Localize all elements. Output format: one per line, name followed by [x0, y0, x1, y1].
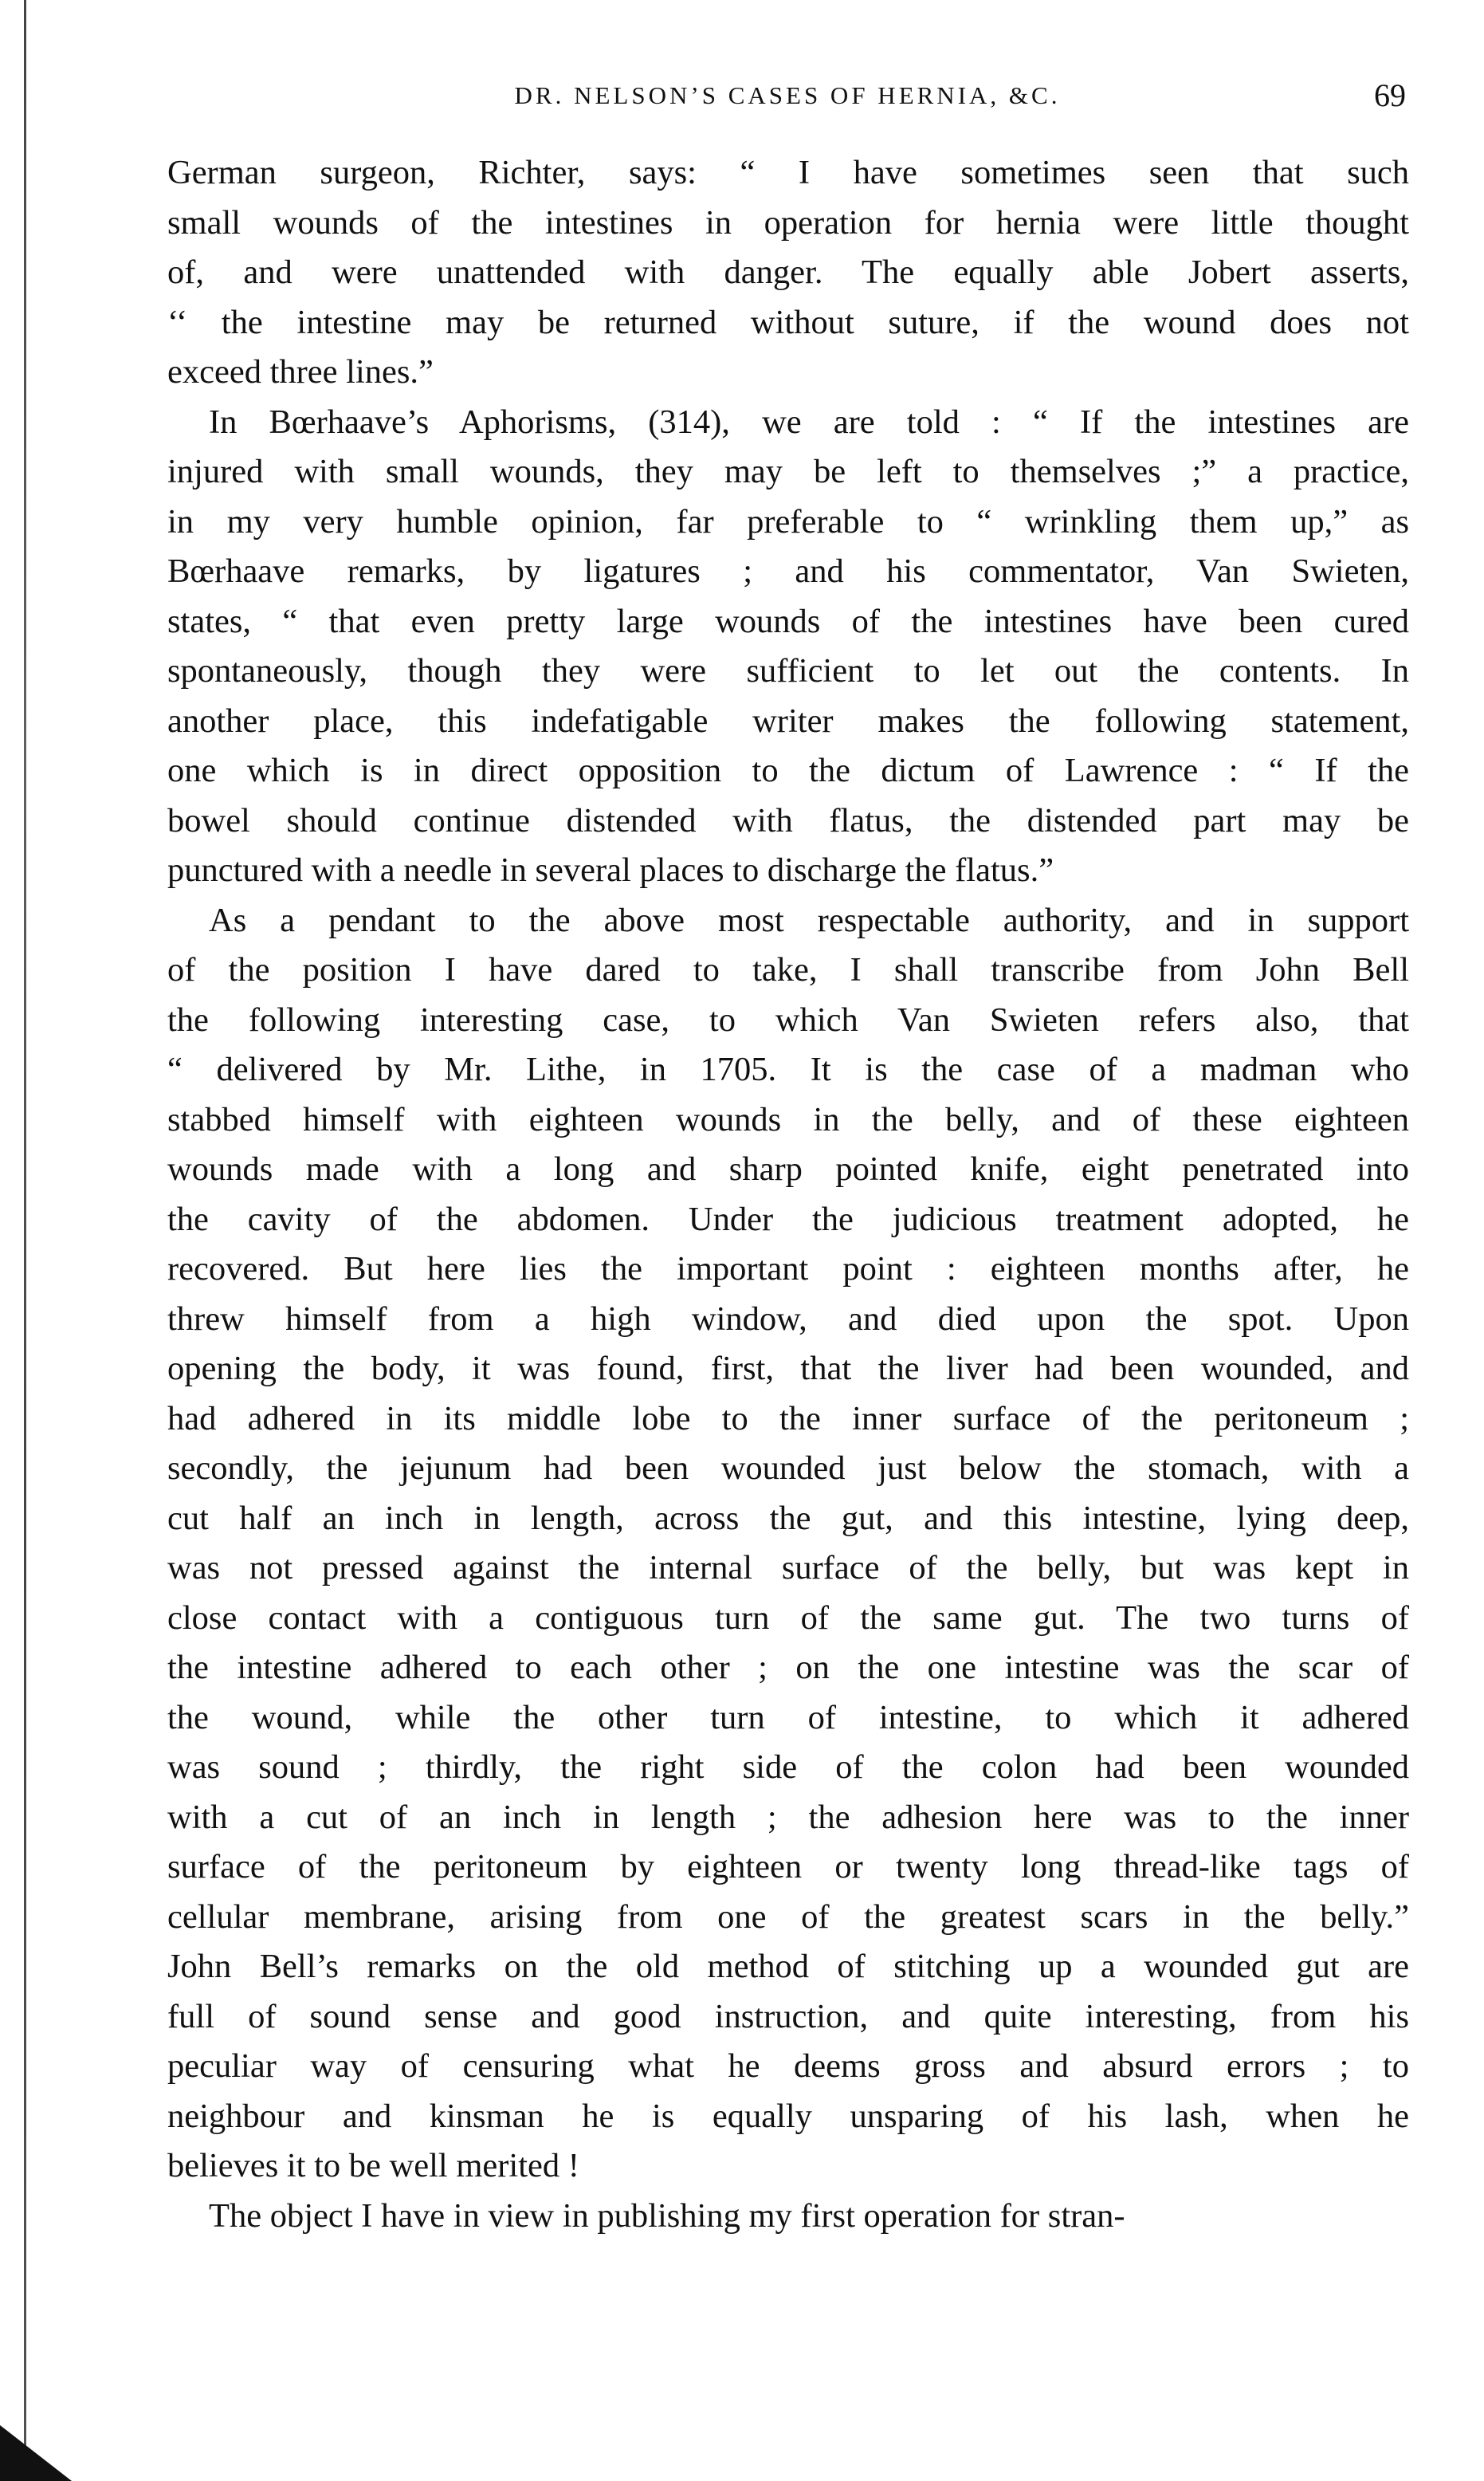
paragraph-4 [167, 2192, 1409, 2242]
text-line: “ delivered by Mr. Lithe, in 1705. It is the case of a madman who [167, 1051, 1409, 1088]
text-line: The object I have in view in publishing my first operation for stran- [209, 2196, 1125, 2235]
text-line: bowel should continue distended with flatus, the distended part may be [167, 801, 1409, 839]
text-line: wounds made with a long and sharp pointed knife, eight penetrated into [167, 1150, 1409, 1188]
text-line: the intestine adhered to each other ; on the one intestine was the scar of [167, 1649, 1409, 1686]
text-line: injured with small wounds, they may be left to themselves ;” a practice, [167, 453, 1409, 490]
text-line: close contact with a contiguous turn of the same gut. The two turns of [167, 1598, 1409, 1637]
text-line: John Bell’s remarks on the old method of stitching up a wounded gut are [167, 1948, 1409, 1985]
text-line: punctured with a needle in several places to discharge the flatus.” [167, 851, 1054, 889]
paragraph-3 [167, 896, 1409, 2192]
running-head [169, 77, 1406, 124]
text-line: exceed three lines.” [167, 353, 434, 391]
text-line: of the position I have dared to take, I shall transcribe from John Bell [167, 951, 1409, 989]
text-line: one which is in direct opposition to the dictum of Lawrence : “ If the [167, 752, 1409, 789]
text-line: As a pendant to the above most respectable authority, and in support [209, 901, 1409, 939]
text-line: recovered. But here lies the important point : eighteen months after, he [167, 1250, 1409, 1288]
text-line: the wound, while the other turn of intestine, to which it adhered [167, 1698, 1409, 1736]
text-line: the following interesting case, to which Van Swieten refers also, that [167, 1001, 1409, 1039]
text-line: opening the body, it was found, first, that the liver had been wounded, and [167, 1350, 1409, 1387]
paragraph-1 [167, 148, 1409, 398]
binding-gutter-line [24, 0, 26, 2481]
text-line: small wounds of the intestines in operation for hernia were little thought [167, 203, 1409, 242]
text-line: Bœrhaave remarks, by ligatures ; and his commentator, Van Swieten, [167, 552, 1409, 590]
paragraph-2 [167, 398, 1409, 896]
text-line: cut half an inch in length, across the gut, and this intestine, lying deep, [167, 1499, 1409, 1537]
text-line: believes it to be well merited ! [167, 2147, 579, 2184]
text-line: had adhered in its middle lobe to the inner surface of the peritoneum ; [167, 1399, 1409, 1437]
running-title: DR. NELSON’S CASES OF HERNIA, &C. [514, 81, 1061, 109]
page-corner-shadow [0, 2425, 72, 2481]
text-line: spontaneously, though they were sufficient to let out the contents. In [167, 652, 1409, 690]
text-line: another place, this indefatigable writer makes the following statement, [167, 702, 1409, 740]
text-line: was not pressed against the internal surface of the belly, but was kept in [167, 1549, 1409, 1587]
text-line: of, and were unattended with danger. The equally able Jobert asserts, [167, 254, 1409, 291]
text-line: cellular membrane, arising from one of the greatest scars in the belly.” [167, 1897, 1409, 1936]
page-number: 69 [1374, 77, 1406, 113]
text-line: secondly, the jejunum had been wounded just below the stomach, with a [167, 1449, 1409, 1487]
text-line: stabbed himself with eighteen wounds in the belly, and of these eighteen [167, 1100, 1409, 1138]
text-line: with a cut of an inch in length ; the adhesion here was to the inner [167, 1798, 1409, 1836]
text-line: threw himself from a high window, and died upon the spot. Upon [167, 1299, 1409, 1338]
text-line: neighbour and kinsman he is equally unsparing of his lash, when he [167, 2097, 1409, 2135]
text-line: full of sound sense and good instruction, and quite interesting, from his [167, 1997, 1409, 2035]
text-line: in my very humble opinion, far preferable to “ wrinkling them up,” as [167, 502, 1409, 541]
text-line: In Bœrhaave’s Aphorisms, (314), we are told : “ If the intestines are [209, 403, 1409, 441]
text-line: was sound ; thirdly, the right side of the colon had been wounded [167, 1748, 1409, 1786]
text-line: ‘‘ the intestine may be returned without suture, if the wound does not [167, 303, 1409, 341]
text-line: the cavity of the abdomen. Under the judicious treatment adopted, he [167, 1200, 1409, 1238]
body-text [167, 148, 1409, 2241]
text-line: states, “ that even pretty large wounds of the intestines have been cured [167, 602, 1409, 640]
text-line: surface of the peritoneum by eighteen or twenty long thread-like tags of [167, 1848, 1409, 1885]
text-line: German surgeon, Richter, says: “ I have sometimes seen that such [167, 154, 1409, 191]
text-line: peculiar way of censuring what he deems gross and absurd errors ; to [167, 2047, 1409, 2085]
